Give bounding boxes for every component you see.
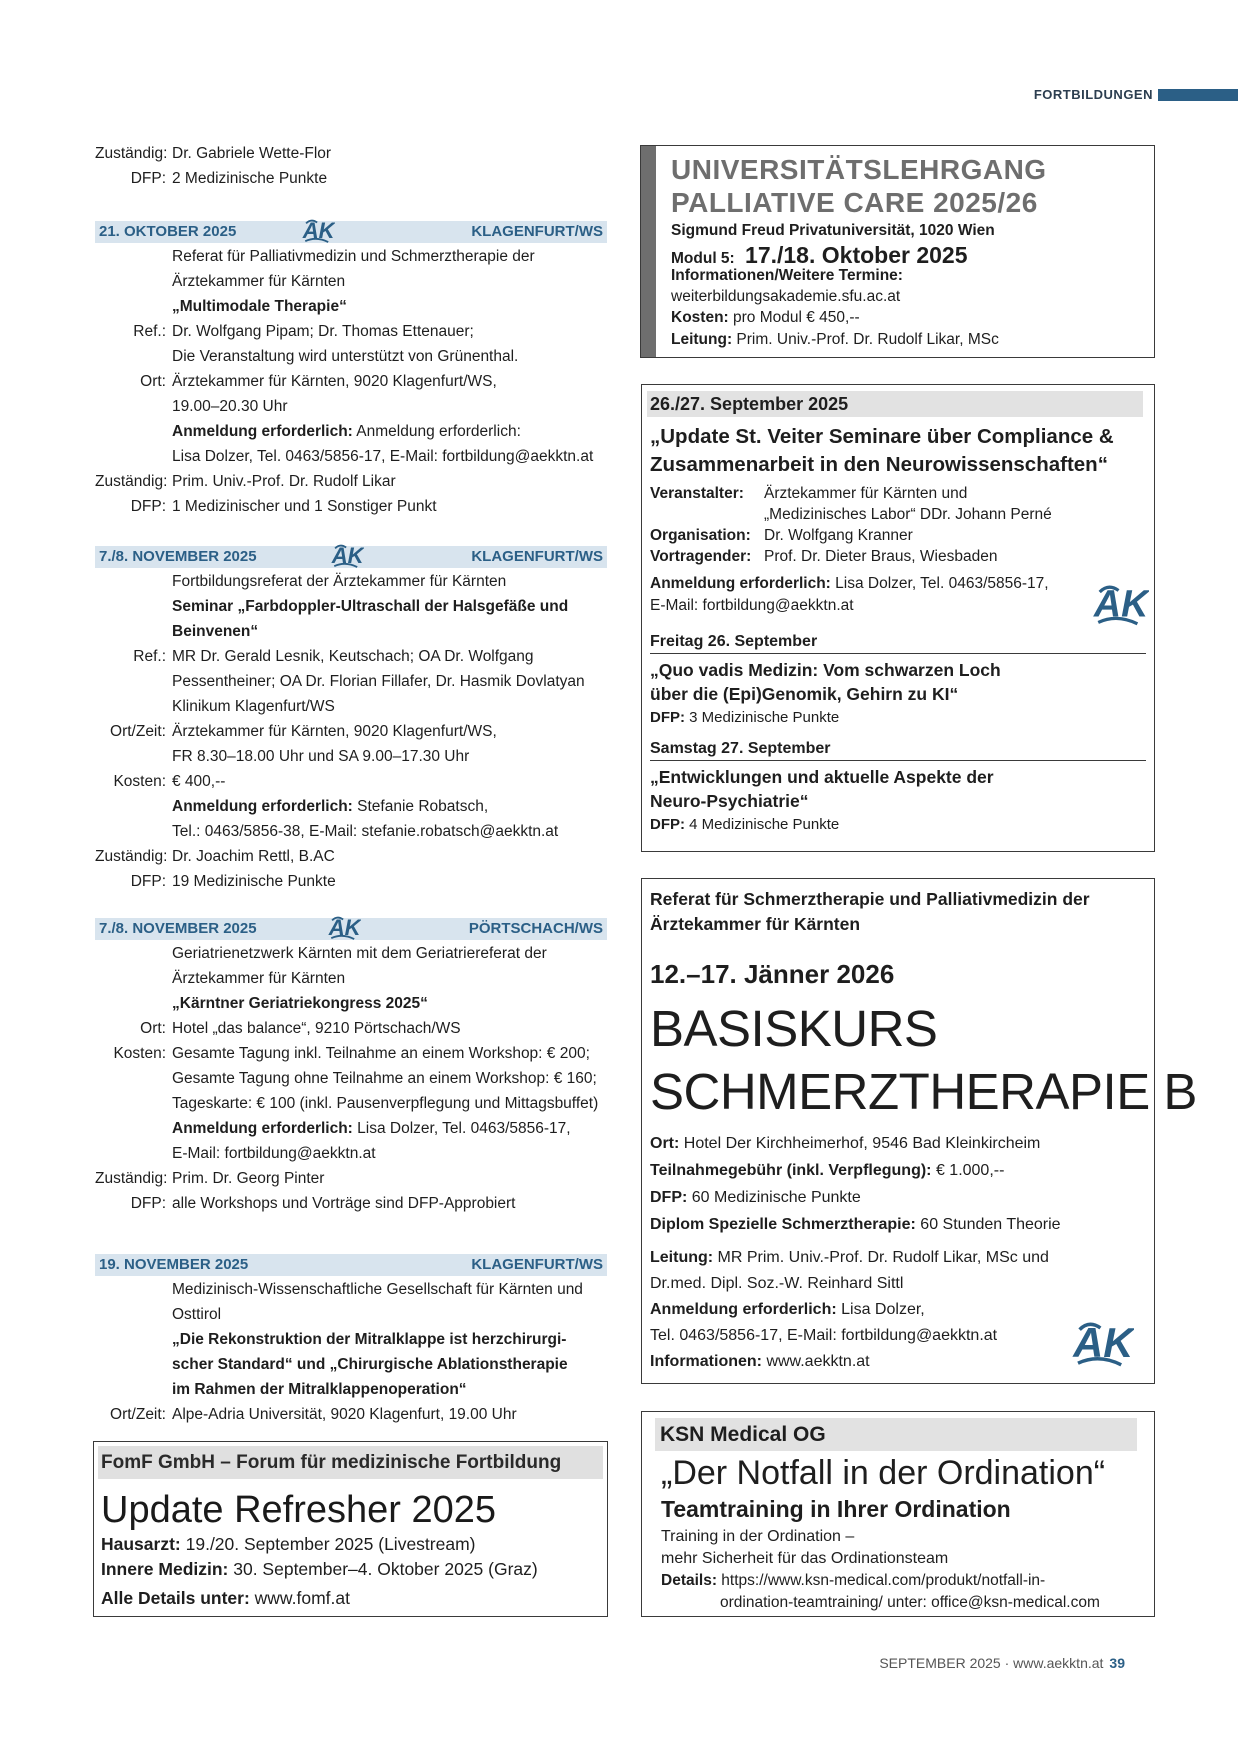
event-row [95,644,607,669]
stveit-day1: Freitag 26. September [650,633,1146,654]
row-label [95,294,172,319]
event-row [95,1277,607,1302]
day1-dfp [650,709,839,726]
lead-label: Leitung: [650,1249,714,1266]
row-value-text: Stefanie Robatsch, [352,798,489,815]
event-row [95,669,607,694]
event-city: PÖRTSCHACH/WS [468,920,603,937]
palliative-info-url[interactable]: weiterbildungsakademie.sfu.ac.at [671,288,901,305]
row-value: „Die Rekonstruktion der Mitralklappe ist herzchirurgi- [172,1331,567,1348]
ksn-line: Training in der Ordination – [661,1528,855,1545]
row-label: DFP: [130,498,166,515]
lead-value: MR Prim. Univ.-Prof. Dr. Rudolf Likar, MSc und [713,1249,1049,1266]
event-date: 7./8. NOVEMBER 2025 [99,548,257,565]
row-label: DFP: [130,1195,166,1212]
row-value: Gesamte Tagung inkl. Teilnahme an einem Workshop: € 200; [172,1045,590,1062]
row-prefix: Anmeldung erforderlich: [172,1120,353,1137]
row-label [95,1066,172,1091]
dfp-label: DFP: [650,816,685,833]
stveit-box [641,384,1155,852]
row-label: Vortragender: [650,548,752,565]
page-number: 39 [1109,1655,1125,1671]
basis-ort [650,1135,1040,1153]
fomf-line [101,1588,350,1609]
row-value: Alpe-Adria Universität, 9020 Klagenfurt, 19.00 Uhr [172,1406,517,1423]
row-value: Medizinisch-Wissenschaftliche Gesellschaft für Kärnten und [172,1281,583,1298]
dfp-label: DFP: [650,1189,688,1206]
basis-dfp [650,1189,861,1207]
row-label: Zuständig: [95,145,168,162]
ksn-subtitle: Teamtraining in Ihrer Ordination [661,1496,1011,1522]
fomf-line [101,1559,538,1580]
row-value-text: Anmeldung erforderlich: [352,423,521,440]
row-label [95,941,172,966]
row-label: Zuständig: [95,473,168,490]
row-value: Referat für Palliativmedizin und Schmerztherapie der [172,248,535,265]
row-label: Kosten: [113,1045,166,1062]
day2-title: Neuro-Psychiatrie“ [650,791,809,811]
event-row [95,991,607,1016]
event-details [95,569,607,894]
row-label [95,269,172,294]
row-value: Gesamte Tagung ohne Teilnahme an einem Workshop: € 160; [172,1070,597,1087]
row-label [95,1352,172,1377]
row-label: DFP: [130,170,166,187]
day1-title: „Quo vadis Medizin: Vom schwarzen Loch [650,660,1001,680]
palliative-box [640,145,1155,358]
day2-dfp [650,816,839,833]
footer-text: SEPTEMBER 2025 · www.aekktn.at [879,1655,1104,1671]
event-row [95,819,607,844]
row-label [95,794,172,819]
basis-title: SCHMERZTHERAPIE B [650,1063,1197,1120]
row-label: Organisation: [650,527,751,544]
basis-org: Referat für Schmerztherapie und Palliativmedizin der [650,889,1090,909]
row-value: Osttirol [172,1306,222,1323]
aek-logo-icon [1070,1317,1134,1371]
event-row [95,1041,607,1066]
event-row [95,244,607,269]
event-header-bar [95,546,607,568]
ksn-header: KSN Medical OG [655,1418,1137,1451]
event-row [95,1141,607,1166]
intro-row [95,166,607,191]
info-label: Informationen: [650,1353,762,1370]
stveit-email[interactable]: E-Mail: fortbildung@aekktn.at [650,597,854,614]
row-prefix: Anmeldung erforderlich: [172,798,353,815]
basis-org: Ärztekammer für Kärnten [650,914,861,934]
event-row [95,1016,607,1041]
diplom-label: Diplom Spezielle Schmerztherapie: [650,1216,916,1233]
row-label: Veranstalter: [650,485,744,502]
dfp-value: 4 Medizinische Punkte [685,816,840,833]
event-row [95,769,607,794]
row-value: Ärztekammer für Kärnten, 9020 Klagenfurt/WS, [172,723,497,740]
row-label [95,1327,172,1352]
diplom-value: 60 Stunden Theorie [915,1216,1061,1233]
row-label: Kosten: [113,773,166,790]
event-row [95,1402,607,1427]
row-label: Zuständig: [95,848,168,865]
row-value: Prof. Dr. Dieter Braus, Wiesbaden [764,548,998,565]
basis-info [650,1353,870,1371]
row-prefix: Anmeldung erforderlich: [172,423,353,440]
fomf-label: Innere Medizin: [101,1559,229,1579]
aek-logo-icon [301,217,335,245]
cost-value: pro Modul € 450,-- [728,309,860,326]
row-label [95,619,172,644]
event-row [95,494,607,519]
palliative-modul [671,242,968,269]
row-value: Hotel „das balance“, 9210 Pörtschach/WS [172,1020,461,1037]
stveit-title: „Update St. Veiter Seminare über Compliance & [650,425,1114,448]
event-details [95,244,607,519]
row-value: Geriatrienetzwerk Kärnten mit dem Geriatriereferat der [172,945,547,962]
palliative-cost [671,309,860,327]
reg-label: Anmeldung erforderlich: [650,1301,837,1318]
row-value: Tel.: 0463/5856-38, E-Mail: stefanie.robatsch@aekktn.at [172,823,559,840]
reg-value: Lisa Dolzer, Tel. 0463/5856-17, [830,575,1049,592]
basis-lead-cont: Dr.med. Dipl. Soz.-W. Reinhard Sittl [650,1275,904,1292]
palliative-strip [641,146,656,357]
basis-reg-contact[interactable]: Tel. 0463/5856-17, E-Mail: fortbildung@aekktn.at [650,1327,998,1344]
ksn-box [641,1411,1155,1617]
row-label: Ref.: [133,648,166,665]
row-value: Ärztekammer für Kärnten, 9020 Klagenfurt/WS, [172,373,497,390]
details-link[interactable]: https://www.ksn-medical.com/produkt/notfall-in- [717,1572,1046,1589]
event-row [95,869,607,894]
dfp-label: DFP: [650,709,685,726]
event-row [95,1352,607,1377]
event-row [95,941,607,966]
modul-date: 17./18. Oktober 2025 [745,242,968,268]
event-row [95,269,607,294]
row-label [95,569,172,594]
stveit-row [650,485,967,503]
event-row [95,719,607,744]
event-row [95,619,607,644]
event-city: KLAGENFURT/WS [471,548,603,565]
event-city: KLAGENFURT/WS [471,1256,603,1273]
event-row [95,966,607,991]
stveit-title: Zusammenarbeit in den Neurowissenschaften“ [650,453,1108,476]
row-value: Dr. Joachim Rettl, B.AC [172,848,335,865]
aek-logo-icon [327,914,361,942]
row-value: Prim. Dr. Georg Pinter [172,1170,325,1187]
row-label [95,819,172,844]
fomf-box [93,1441,608,1617]
row-label [95,1277,172,1302]
info-link[interactable]: www.aekktn.at [762,1353,870,1370]
row-label: Ort: [140,373,166,390]
row-label [95,1091,172,1116]
event-header-bar [95,221,607,243]
lead-value: Prim. Univ.-Prof. Dr. Rudolf Likar, MSc [732,331,999,348]
ksn-title: „Der Notfall in der Ordination“ [661,1454,1106,1492]
event-details [95,941,607,1216]
row-label [95,394,172,419]
fomf-line [101,1534,476,1555]
event-row [95,694,607,719]
palliative-org: Sigmund Freud Privatuniversität, 1020 Wien [671,222,995,239]
row-value: 19.00–20.30 Uhr [172,398,288,415]
row-value: 1 Medizinischer und 1 Sonstiger Punkt [172,498,437,515]
palliative-title: PALLIATIVE CARE 2025/26 [671,187,1038,218]
row-value: Dr. Wolfgang Pipam; Dr. Thomas Ettenauer; [172,323,474,340]
event-row [95,469,607,494]
fee-value: € 1.000,-- [931,1162,1005,1179]
basis-title: BASISKURS [650,1000,938,1057]
row-label [95,1302,172,1327]
row-label: Zuständig: [95,1170,168,1187]
row-label [95,244,172,269]
row-value: 2 Medizinische Punkte [172,170,328,187]
event-row [95,569,607,594]
day2-title: „Entwicklungen und aktuelle Aspekte der [650,767,994,787]
ksn-details [661,1572,1045,1590]
cost-label: Kosten: [671,309,729,326]
basis-lead [650,1249,1049,1267]
event-row [95,1091,607,1116]
basis-diplom [650,1216,1061,1234]
event-row [95,1377,607,1402]
stveit-day2: Samstag 27. September [650,740,1146,761]
fee-label: Teilnahmegebühr (inkl. Verpflegung): [650,1162,932,1179]
stveit-row-cont: „Medizinisches Labor“ DDr. Johann Perné [764,506,1052,523]
basis-registration [650,1301,925,1319]
row-value: € 400,-- [172,773,226,790]
row-label [95,1377,172,1402]
row-value: Ärztekammer für Kärnten und [764,485,968,502]
row-value [172,794,607,819]
row-value: Die Veranstaltung wird unterstützt von Grünenthal. [172,348,519,365]
intro-block [95,141,607,191]
row-label [95,966,172,991]
stveit-row [650,548,997,566]
event-row [95,444,607,469]
row-value: Fortbildungsreferat der Ärztekammer für Kärnten [172,573,507,590]
stveit-row [650,527,913,545]
row-value: Prim. Univ.-Prof. Dr. Rudolf Likar [172,473,396,490]
event-header-bar [95,1254,607,1276]
event-row [95,1066,607,1091]
row-value: im Rahmen der Mitralklappenoperation“ [172,1381,467,1398]
aek-logo-icon [330,542,364,570]
row-value: scher Standard“ und „Chirurgische Ablationstherapie [172,1356,568,1373]
aek-logo-icon [1091,581,1149,629]
page-footer [879,1655,1125,1671]
row-value: MR Dr. Gerald Lesnik, Keutschach; OA Dr. Wolfgang [172,648,534,665]
event-date: 19. NOVEMBER 2025 [99,1256,249,1273]
ort-value: Hotel Der Kirchheimerhof, 9546 Bad Kleinkircheim [679,1135,1041,1152]
dfp-value: 60 Medizinische Punkte [687,1189,861,1206]
row-label [95,669,172,694]
row-value: Ärztekammer für Kärnten [172,273,346,290]
row-value: „Multimodale Therapie“ [172,298,347,315]
row-label: Ort/Zeit: [110,723,166,740]
row-value: FR 8.30–18.00 Uhr und SA 9.00–17.30 Uhr [172,748,470,765]
row-value: Beinvenen“ [172,623,259,640]
row-label [95,744,172,769]
basis-fee [650,1162,1004,1180]
fomf-title: Update Refresher 2025 [101,1489,497,1531]
reg-value: Lisa Dolzer, [836,1301,925,1318]
event-row [95,394,607,419]
section-label: FORTBILDUNGEN [1033,87,1153,102]
row-value: alle Workshops und Vorträge sind DFP-Approbiert [172,1195,516,1212]
event-row [95,419,607,444]
row-value: 19 Medizinische Punkte [172,873,336,890]
stveit-registration [650,575,1049,593]
event-row [95,1327,607,1352]
fomf-label: Hausarzt: [101,1534,181,1554]
fomf-value: 30. September–4. Oktober 2025 (Graz) [228,1559,538,1579]
ksn-line: mehr Sicherheit für das Ordinationsteam [661,1550,949,1567]
fomf-label: Alle Details unter: [101,1588,250,1608]
row-label [95,991,172,1016]
reg-label: Anmeldung erforderlich: [650,575,831,592]
row-label [95,444,172,469]
basis-date: 12.–17. Jänner 2026 [650,959,895,989]
basiskurs-box [641,878,1197,1384]
event-date: 7./8. NOVEMBER 2025 [99,920,257,937]
event-row [95,1302,607,1327]
row-label [95,694,172,719]
section-bar [1158,89,1238,101]
event-row [95,844,607,869]
event-row [95,744,607,769]
lead-label: Leitung: [671,331,733,348]
event-row [95,319,607,344]
fomf-value: 19./20. September 2025 (Livestream) [180,1534,476,1554]
fomf-header: FomF GmbH – Forum für medizinische Fortbildung [98,1446,603,1479]
dfp-value: 3 Medizinische Punkte [685,709,840,726]
row-value-text: Lisa Dolzer, Tel. 0463/5856-17, [352,1120,571,1137]
day1-title: über die (Epi)Genomik, Gehirn zu KI“ [650,684,959,704]
event-row [95,369,607,394]
row-label [95,1141,172,1166]
event-date: 21. OKTOBER 2025 [99,223,237,240]
palliative-title: UNIVERSITÄTSLEHRGANG [671,154,1047,185]
event-row [95,1116,607,1141]
row-value: Ärztekammer für Kärnten [172,970,346,987]
row-label: Ref.: [133,323,166,340]
event-row [95,294,607,319]
row-label [95,419,172,444]
row-label: DFP: [130,873,166,890]
row-value: „Kärntner Geriatriekongress 2025“ [172,995,428,1012]
stveit-date: 26./27. September 2025 [647,391,1143,417]
row-value: Klinikum Klagenfurt/WS [172,698,335,715]
row-value: Seminar „Farbdoppler-Ultraschall der Halsgefäße und [172,598,569,615]
palliative-info-label: Informationen/Weitere Termine: [671,267,903,284]
row-value: E-Mail: fortbildung@aekktn.at [172,1145,376,1162]
row-value [172,419,607,444]
ksn-details-cont[interactable]: ordination-teamtraining/ unter: office@ksn-medical.com [720,1594,1100,1611]
intro-row [95,141,607,166]
row-value: Pessentheiner; OA Dr. Florian Fillafer, Dr. Hasmik Dovlatyan [172,673,585,690]
row-value: Dr. Wolfgang Kranner [764,527,913,544]
row-label [95,594,172,619]
row-value [172,1116,607,1141]
event-header-bar [95,918,607,940]
row-label: Ort: [140,1020,166,1037]
modul-label: Modul 5: [671,250,735,267]
row-value: Tageskarte: € 100 (inkl. Pausenverpflegung und Mittagsbuffet) [172,1095,599,1112]
details-label: Details: [661,1572,717,1589]
fomf-link[interactable]: www.fomf.at [249,1588,350,1608]
row-label [95,1116,172,1141]
ort-label: Ort: [650,1135,680,1152]
palliative-lead [671,331,999,349]
row-label: Ort/Zeit: [110,1406,166,1423]
row-label [95,344,172,369]
event-details [95,1277,607,1427]
event-row [95,794,607,819]
event-row [95,1166,607,1191]
row-value: Dr. Gabriele Wette-Flor [172,145,332,162]
event-city: KLAGENFURT/WS [471,223,603,240]
event-row [95,594,607,619]
event-row [95,344,607,369]
row-value: Lisa Dolzer, Tel. 0463/5856-17, E-Mail: fortbildung@aekktn.at [172,448,594,465]
event-row [95,1191,607,1216]
